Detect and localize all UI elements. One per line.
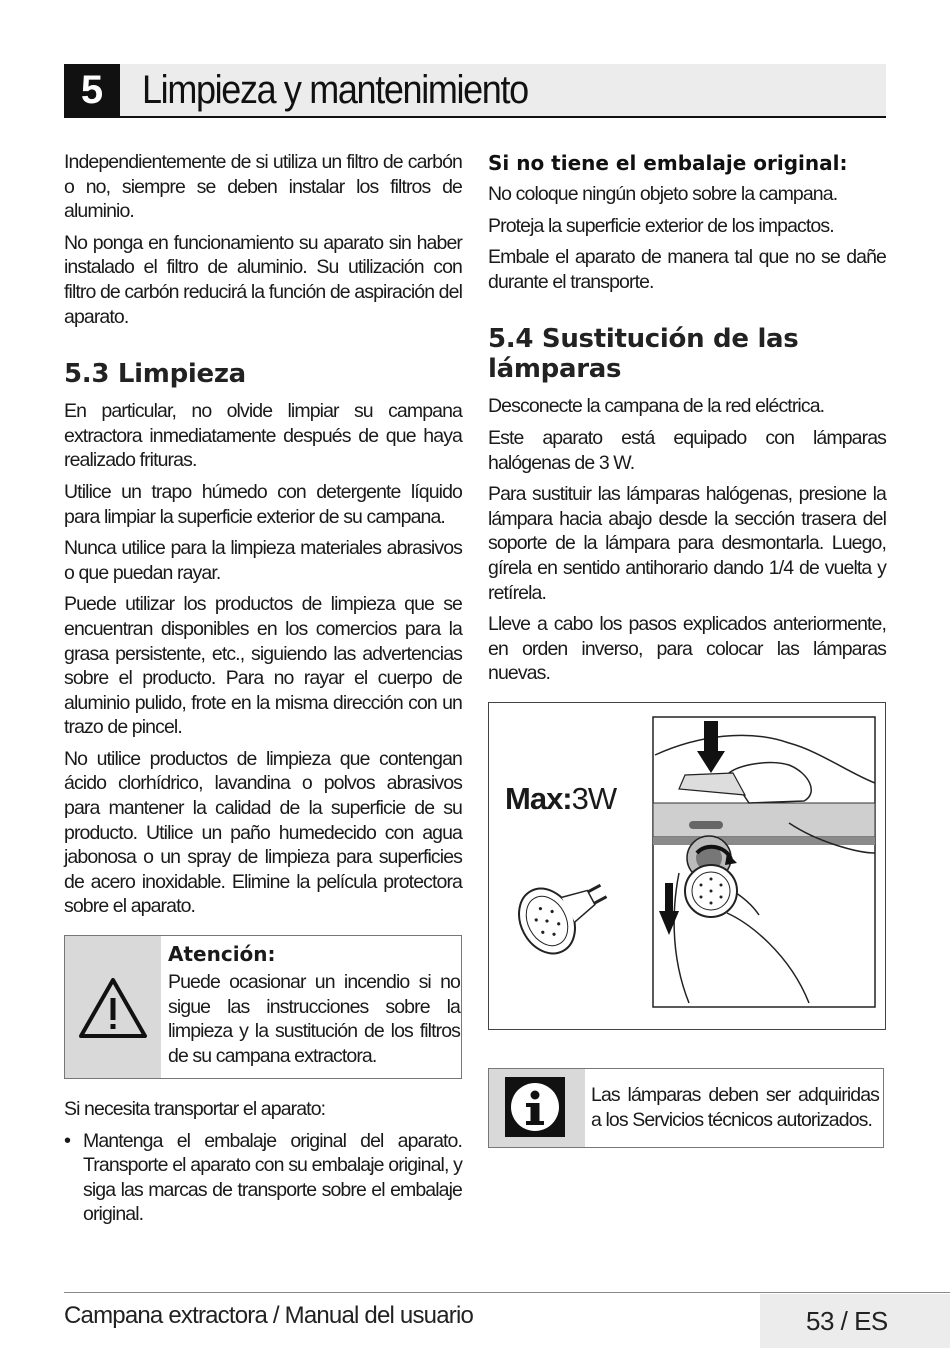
intro-paragraph: No ponga en funcionamiento su aparato sin haber instalado el filtro de aluminio. Su utilización con filtro de carbón reducirá la función de aspiración del aparato.	[64, 231, 462, 328]
info-icon	[505, 1077, 565, 1137]
cleaning-paragraph: No utilice productos de limpieza que contengan ácido clorhídrico, lavandina o polvos abrasivos para mantener la calidad de la superficie de su producto. Utilice un paño humedecido con agua jabonosa o un spray de limpieza para superficies de acero inoxidable. Elimine la película protectora sobre el aparato.	[64, 747, 462, 918]
info-icon-panel	[489, 1069, 585, 1147]
no-packaging-paragraph: Proteja la superficie exterior de los impactos.	[488, 214, 834, 237]
intro-paragraph: Independientemente de si utiliza un filtro de carbón o no, siempre se deben instalar los filtros de aluminio.	[64, 151, 462, 223]
footer-page-box	[760, 1294, 950, 1348]
lamps-paragraph: Este aparato está equipado con lámparas halógenas de 3 W.	[488, 426, 886, 474]
warning-icon-panel	[65, 936, 161, 1078]
lamps-paragraph: Para sustituir las lámparas halógenas, presione la lámpara hacia abajo desde la sección trasera del soporte de la lámpara para desmontarla. Luego, gírela en sentido antihorario dando 1/4 de vuelta y retírela.	[488, 483, 886, 604]
warning-box	[64, 935, 462, 1079]
chapter-header	[64, 64, 886, 118]
warning-text: Puede ocasionar un incendio si no sigue las instrucciones sobre la limpieza y la sustitución de los filtros de su campana extractora.	[168, 971, 460, 1067]
left-column	[64, 150, 462, 1234]
right-column	[488, 150, 886, 1148]
lamps-paragraph: Lleve a cabo los pasos explicados anteriormente, en orden inverso, para colocar las lámparas nuevas.	[488, 613, 886, 685]
no-packaging-heading: Si no tiene el embalaje original:	[488, 151, 848, 175]
section-heading-lamps: 5.4 Sustitución de las lámparas	[488, 324, 799, 385]
lamps-paragraph: Desconecte la campana de la red eléctrica.	[488, 395, 825, 418]
chapter-title: Limpieza y mantenimiento	[142, 68, 528, 112]
cleaning-paragraph: Puede utilizar los productos de limpieza que se encuentran disponibles en los comercios para la grasa persistente, etc., siguiendo las advertencias sobre el producto. Para no rayar el cuerpo de aluminio pulido, frote en la misma dirección con un trazo de pincel.	[64, 593, 462, 739]
page-number: 53 / ES	[806, 1306, 888, 1336]
cleaning-paragraph: En particular, no olvide limpiar su campana extractora inmediatamente después de que haya realizado frituras.	[64, 400, 462, 472]
lamp-replacement-figure	[488, 702, 886, 1030]
cleaning-paragraph: Nunca utilice para la limpieza materiales abrasivos o que puedan rayar.	[64, 537, 462, 584]
transport-bullet-item: • Mantenga el embalaje original del aparato. Transporte el aparato con su embalaje original, y siga las marcas de transporte sobre el embalaje original.	[64, 1129, 462, 1227]
max-wattage-label: Max:3W	[505, 780, 617, 816]
no-packaging-paragraph: No coloque ningún objeto sobre la campana.	[488, 183, 838, 205]
section-heading-cleaning: 5.3 Limpieza	[64, 359, 246, 390]
info-content	[591, 1083, 879, 1132]
chapter-number: 5	[64, 64, 120, 116]
footer-divider	[64, 1292, 950, 1293]
no-packaging-paragraph: Embale el aparato de manera tal que no se dañe durante el transporte.	[488, 246, 886, 293]
info-text: Las lámparas deben ser adquiridas a los Servicios técnicos autorizados.	[591, 1083, 879, 1131]
footer-doc-title: Campana extractora / Manual del usuario	[64, 1302, 474, 1329]
warning-title: Atención:	[168, 942, 276, 967]
warning-triangle-icon	[77, 976, 149, 1040]
cleaning-paragraph: Utilice un trapo húmedo con detergente líquido para limpiar la superficie exterior de su campana.	[64, 480, 462, 528]
info-box	[488, 1068, 884, 1148]
warning-content	[168, 940, 460, 1068]
transport-intro: Si necesita transportar el aparato:	[64, 1098, 326, 1121]
lamp-illustration	[489, 703, 885, 1029]
